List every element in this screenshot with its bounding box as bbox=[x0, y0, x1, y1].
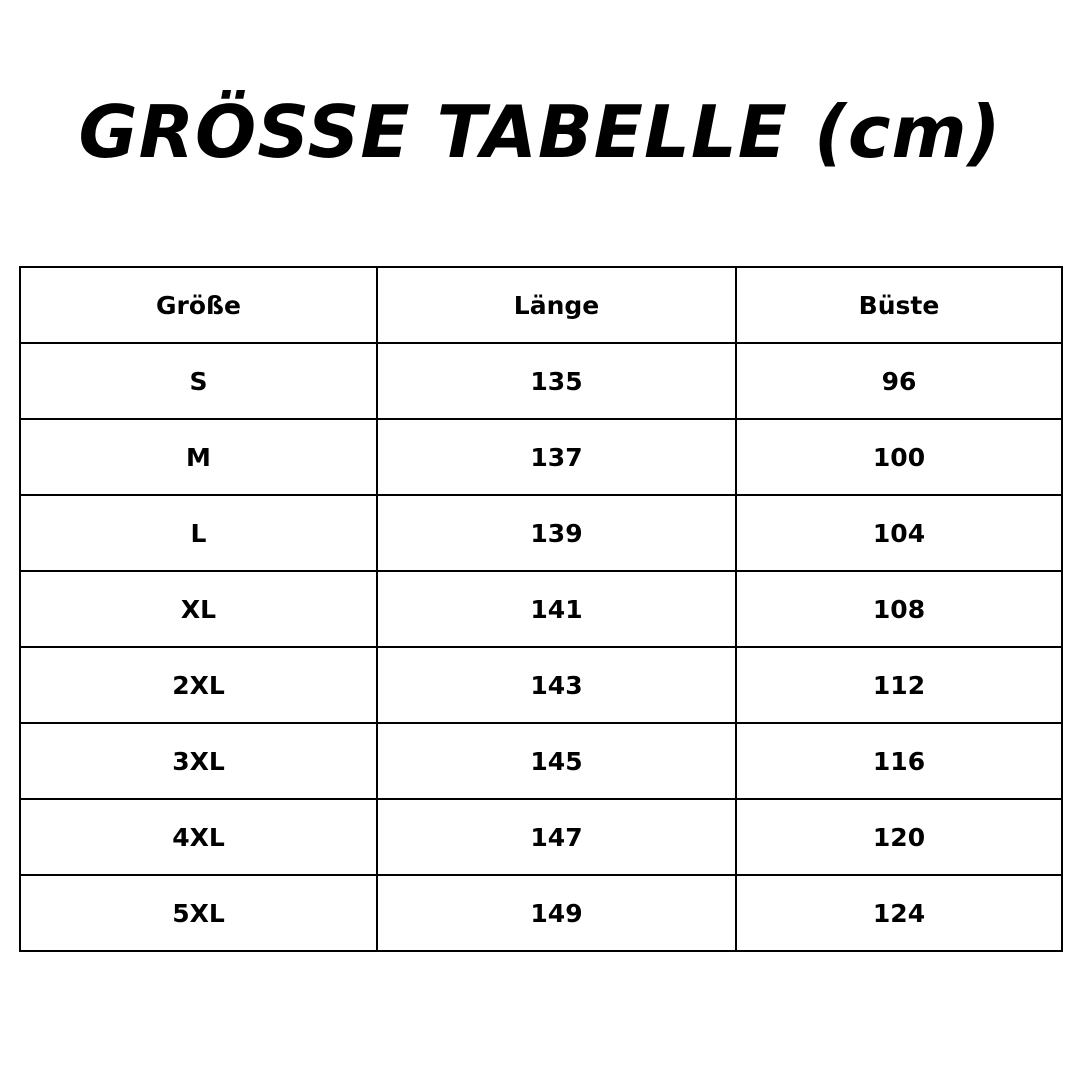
cell-size: 4XL bbox=[20, 799, 377, 875]
cell-size: 3XL bbox=[20, 723, 377, 799]
cell-length: 145 bbox=[377, 723, 736, 799]
cell-size: L bbox=[20, 495, 377, 571]
table-row bbox=[20, 723, 1062, 799]
cell-bust: 112 bbox=[736, 647, 1062, 723]
cell-length: 141 bbox=[377, 571, 736, 647]
size-table bbox=[19, 266, 1063, 952]
cell-size: 5XL bbox=[20, 875, 377, 951]
cell-length: 135 bbox=[377, 343, 736, 419]
table-row bbox=[20, 495, 1062, 571]
cell-bust: 96 bbox=[736, 343, 1062, 419]
cell-bust: 104 bbox=[736, 495, 1062, 571]
table-row bbox=[20, 343, 1062, 419]
cell-bust: 124 bbox=[736, 875, 1062, 951]
cell-size: S bbox=[20, 343, 377, 419]
table-row bbox=[20, 419, 1062, 495]
cell-bust: 120 bbox=[736, 799, 1062, 875]
cell-size: 2XL bbox=[20, 647, 377, 723]
table-row bbox=[20, 647, 1062, 723]
cell-size: XL bbox=[20, 571, 377, 647]
cell-length: 143 bbox=[377, 647, 736, 723]
cell-length: 137 bbox=[377, 419, 736, 495]
header-bust: Büste bbox=[736, 267, 1062, 343]
table-header-row bbox=[20, 267, 1062, 343]
cell-bust: 100 bbox=[736, 419, 1062, 495]
table-row bbox=[20, 571, 1062, 647]
cell-size: M bbox=[20, 419, 377, 495]
cell-length: 147 bbox=[377, 799, 736, 875]
table-row bbox=[20, 799, 1062, 875]
cell-length: 149 bbox=[377, 875, 736, 951]
header-size: Größe bbox=[20, 267, 377, 343]
cell-length: 139 bbox=[377, 495, 736, 571]
header-length: Länge bbox=[377, 267, 736, 343]
cell-bust: 116 bbox=[736, 723, 1062, 799]
page-title: GRÖSSE TABELLE (cm) bbox=[78, 90, 1002, 174]
table-row bbox=[20, 875, 1062, 951]
cell-bust: 108 bbox=[736, 571, 1062, 647]
